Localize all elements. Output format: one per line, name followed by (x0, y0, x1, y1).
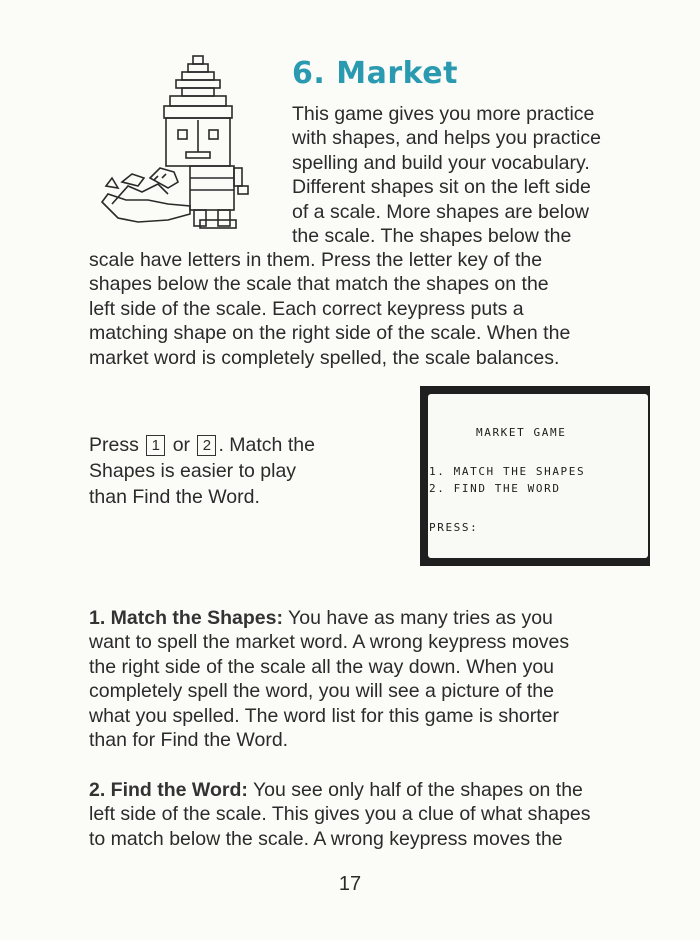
intro-line: with shapes, and helps you practice (292, 127, 601, 150)
game-screen (420, 386, 650, 566)
press-instructions (89, 432, 379, 510)
intro-line: of a scale. More shapes are below (292, 200, 589, 223)
screen-prompt: PRESS: (429, 521, 479, 534)
match-line: than for Find the Word. (89, 729, 289, 752)
intro-line: spelling and build your vocabulary. (292, 151, 590, 174)
find-the-word-paragraph (89, 778, 669, 851)
key-1-box: 1 (146, 435, 165, 456)
game-screen-display (428, 394, 648, 558)
intro-line: matching shape on the right side of the scale. When the (89, 322, 571, 345)
screen-option-1: 1. MATCH THE SHAPES (429, 465, 586, 478)
market-robot-illustration (98, 54, 264, 234)
screen-option-2: 2. FIND THE WORD (429, 482, 561, 495)
key-2-box: 2 (197, 435, 216, 456)
find-heading: 2. Find the Word: (89, 779, 248, 801)
intro-line: the scale. The shapes below the (292, 225, 572, 248)
intro-line: scale have letters in them. Press the letter key of the (89, 249, 543, 271)
intro-full-text (89, 248, 649, 370)
or-word: or (172, 434, 191, 456)
intro-line: market word is completely spelled, the scale balances. (89, 346, 560, 369)
intro-line: Different shapes sit on the left side (292, 176, 591, 199)
match-line: want to spell the market word. A wrong keypress moves (89, 631, 570, 654)
match-first-line: You have as many tries as you (282, 607, 553, 629)
intro-line: shapes below the scale that match the shapes on the (89, 273, 549, 296)
press-rest: . Match the (218, 434, 315, 456)
find-line: to match below the scale. A wrong keypress moves the (89, 827, 563, 850)
section-title: 6. Market (292, 56, 458, 91)
match-heading: 1. Match the Shapes: (89, 607, 283, 629)
page-number: 17 (338, 873, 362, 895)
press-line-3: than Find the Word. (89, 486, 260, 508)
find-line: left side of the scale. This gives you a clue of what shapes (89, 803, 591, 826)
intro-wrapped-text (292, 102, 662, 248)
match-line: the right side of the scale all the way down. When you (89, 655, 555, 678)
match-line: what you spelled. The word list for this game is shorter (89, 704, 560, 727)
press-line-2: Shapes is easier to play (89, 460, 297, 482)
find-first-line: You see only half of the shapes on the (247, 779, 583, 801)
match-line: completely spell the word, you will see a picture of the (89, 680, 554, 703)
intro-line: left side of the scale. Each correct keypress puts a (89, 297, 524, 320)
match-the-shapes-paragraph (89, 606, 669, 752)
intro-line: This game gives you more practice (292, 103, 595, 125)
screen-title: MARKET GAME (476, 426, 567, 439)
press-word: Press (89, 434, 139, 456)
